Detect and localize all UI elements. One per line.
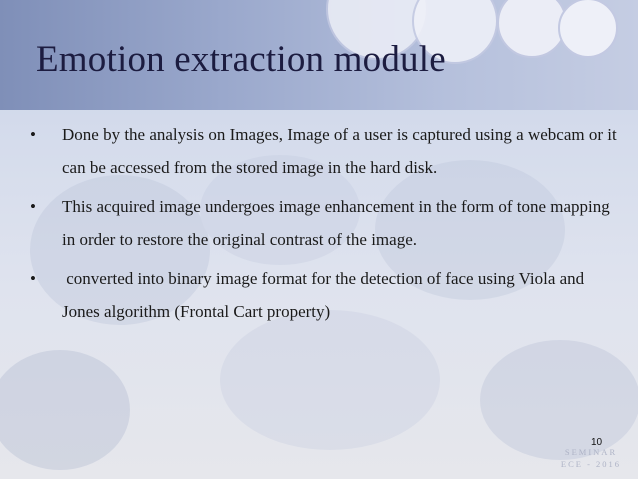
slide-title: Emotion extraction module: [36, 39, 446, 80]
bullet-text: converted into binary image format for the detection of face using Viola and Jones algorithm (Frontal Cart property): [62, 269, 589, 321]
bullet-item: [30, 118, 620, 184]
watermark-line: SEMINAR: [564, 447, 618, 457]
decorative-circle: [558, 0, 618, 58]
watermark-line: ECE - 2016: [560, 459, 622, 469]
bullet-marker: •: [30, 125, 36, 144]
bullet-marker: •: [30, 269, 36, 288]
bullet-marker: •: [30, 197, 36, 216]
seminar-watermark: [556, 446, 626, 470]
page-number: 10: [591, 437, 603, 448]
bullet-list: [30, 118, 620, 334]
bullet-item: [30, 190, 620, 256]
bullet-item: [30, 262, 620, 328]
bullet-text: This acquired image undergoes image enhancement in the form of tone mapping in order to restore the original contrast of the image.: [62, 197, 610, 249]
bullet-text: Done by the analysis on Images, Image of a user is captured using a webcam or it can be accessed from the stored image in the hard disk.: [62, 125, 617, 177]
